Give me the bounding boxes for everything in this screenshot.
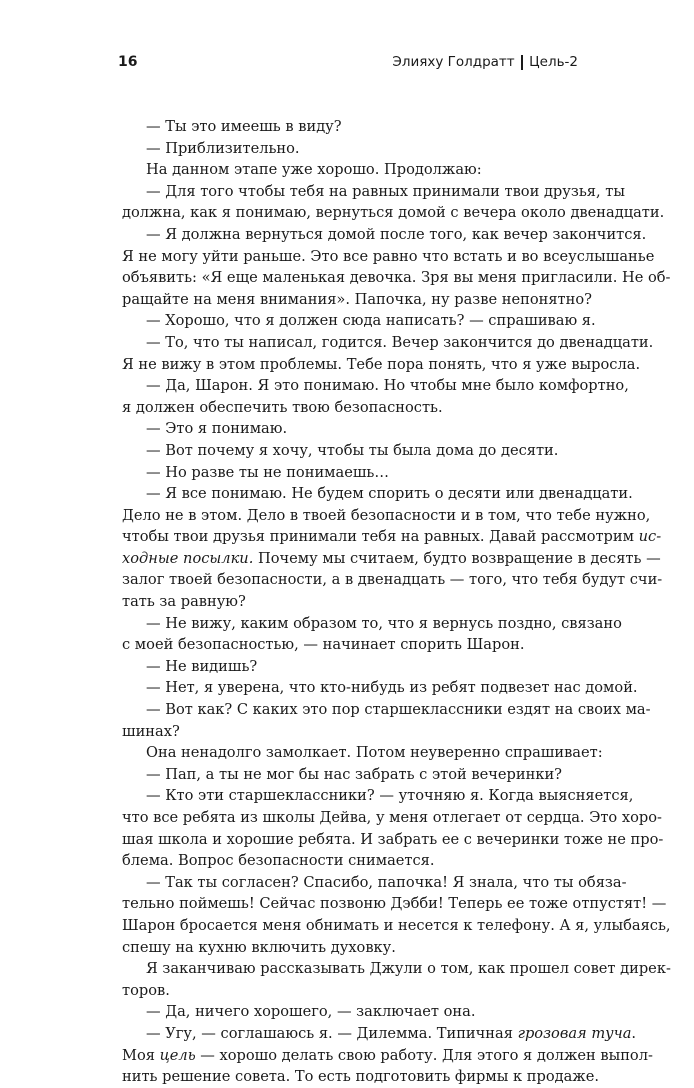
running-title (392, 54, 578, 70)
text-line: должна, как я понимаю, вернуться домой с вечера около двенадцати. (122, 204, 665, 222)
text-line: На данном этапе уже хорошо. Продолжаю: (146, 161, 482, 179)
text-line: — Это я понимаю. (146, 420, 288, 438)
text-line: тельно поймешь! Сейчас позвоню Дэбби! Теперь ее тоже отпустят! — (122, 895, 667, 913)
text-line: Дело не в этом. Дело в твоей безопасности и в том, что тебе нужно, (122, 506, 651, 524)
text-line: — Я должна вернуться домой после того, как вечер закончится. (146, 225, 647, 243)
text-line: — Так ты согласен? Спасибо, папочка! Я знала, что ты обяза- (146, 873, 627, 891)
text-line: — Да, ничего хорошего, — заключает она. (146, 1003, 476, 1021)
text-line: — Кто эти старшеклассники? — уточняю я. Когда выясняется, (146, 787, 634, 805)
text-line: — Ты это имеешь в виду? (146, 118, 342, 135)
text-line: шинах? (122, 722, 180, 740)
text-line: — Но разве ты не понимаешь… (146, 463, 389, 481)
text-line: шая школа и хорошие ребята. И забрать ее с вечеринки тоже не про- (122, 830, 664, 848)
text-line: ращайте на меня внимания». Папочка, ну разве непонятно? (122, 290, 592, 308)
text-line: Шарон бросается меня обнимать и несется к телефону. А я, улыбаясь, (122, 916, 671, 934)
body-text (122, 116, 671, 1088)
text-line: Я не могу уйти раньше. Это все равно что встать и во всеуслышанье (122, 247, 655, 265)
text-line: — Пап, а ты не мог бы нас забрать с этой вечеринки? (146, 765, 563, 783)
text-line: Моя цель — хорошо делать свою работу. Для этого я должен выпол- (122, 1046, 653, 1064)
text-line: ходные посылки. Почему мы считаем, будто возвращение в десять — (122, 549, 661, 567)
text-line: — Не вижу, каким образом то, что я вернусь поздно, связано (146, 614, 622, 632)
header-separator (521, 55, 524, 70)
text-line: залог твоей безопасности, а в двенадцать — того, что тебя будут счи- (122, 571, 663, 589)
text-line: я должен обеспечить твою безопасность. (122, 398, 443, 416)
page-number: 16 (118, 54, 138, 70)
text-line: с моей безопасностью, — начинает спорить Шарон. (122, 636, 525, 654)
text-line: Я не вижу в этом проблемы. Тебе пора понять, что я уже выросла. (122, 355, 641, 373)
text-line: спешу на кухню включить духовку. (122, 938, 396, 956)
text-line: — Вот почему я хочу, чтобы ты была дома до десяти. (146, 441, 559, 459)
author-name: Элияху Голдратт (392, 54, 515, 70)
text-line: — Угу, — соглашаюсь я. — Дилемма. Типичная грозовая туча. (146, 1024, 637, 1042)
text-line: блема. Вопрос безопасности снимается. (122, 852, 435, 870)
text-line: чтобы твои друзья принимали тебя на равных. Давай рассмотрим ис- (122, 528, 662, 546)
text-line: торов. (122, 981, 170, 999)
text-line: нить решение совета. То есть подготовить фирмы к продаже. (122, 1068, 600, 1086)
text-line: — Вот как? С каких это пор старшеклассники ездят на своих ма- (146, 701, 651, 719)
text-line: — Я все понимаю. Не будем спорить о десяти или двенадцати. (146, 485, 633, 503)
text-line: Я заканчиваю рассказывать Джули о том, как прошел совет дирек- (146, 960, 671, 978)
text-line: — То, что ты написал, годится. Вечер закончится до двенадцати. (146, 333, 654, 351)
running-header (118, 54, 578, 74)
text-line: Она ненадолго замолкает. Потом неуверенно спрашивает: (146, 744, 603, 762)
text-line: что все ребята из школы Дейва, у меня отлегает от сердца. Это хоро- (122, 809, 662, 826)
book-title: Цель-2 (529, 54, 578, 70)
text-line: — Для того чтобы тебя на равных принимали твои друзья, ты (146, 182, 625, 200)
text-line: — Хорошо, что я должен сюда написать? — спрашиваю я. (146, 312, 596, 330)
text-line: — Нет, я уверена, что кто-нибудь из ребят подвезет нас домой. (146, 679, 638, 697)
text-line: тать за равную? (122, 593, 246, 611)
text-line: — Приблизительно. (146, 139, 300, 157)
text-line: — Да, Шарон. Я это понимаю. Но чтобы мне было комфортно, (146, 377, 629, 395)
text-line: — Не видишь? (146, 657, 258, 675)
text-line: объявить: «Я еще маленькая девочка. Зря вы меня пригласили. Не об- (122, 269, 671, 287)
